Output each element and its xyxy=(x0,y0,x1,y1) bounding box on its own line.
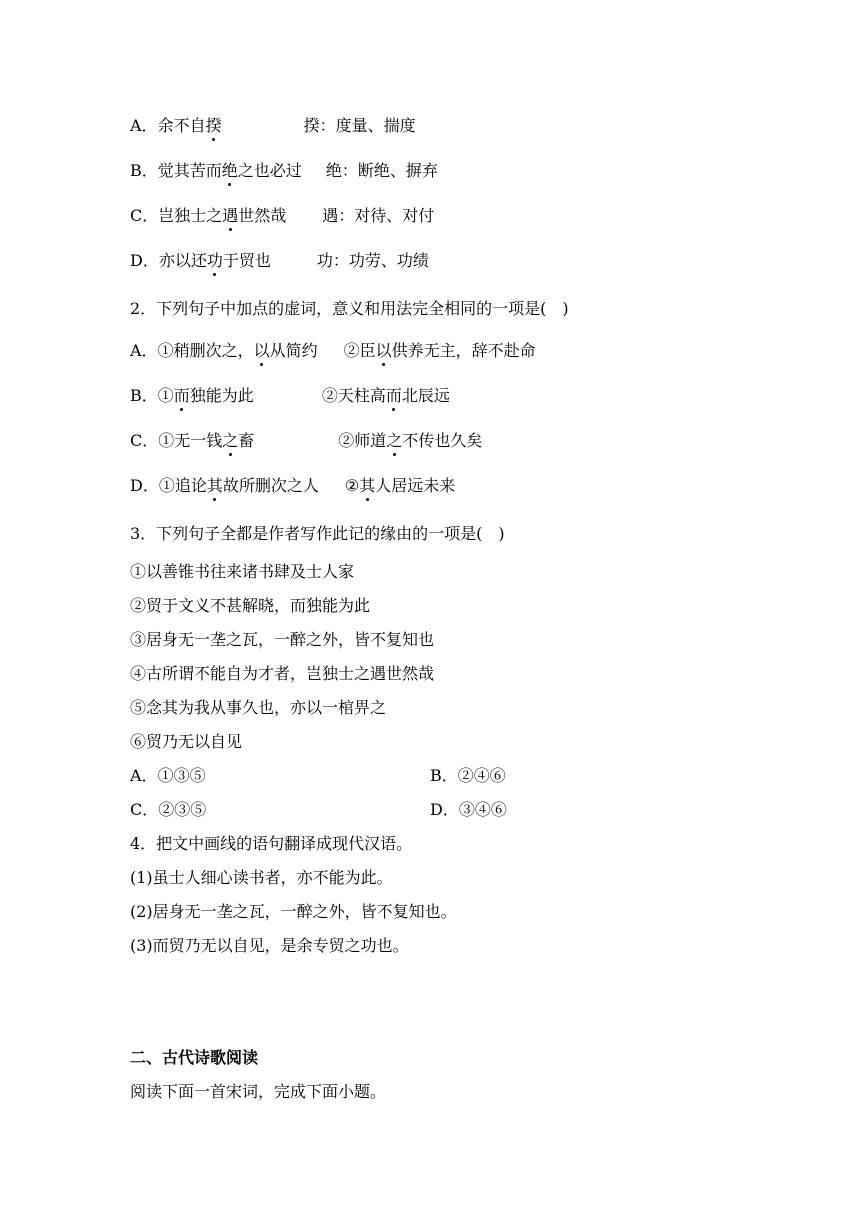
emphasis-dot-char: 而 xyxy=(385,386,402,405)
emphasis-dot-char: 而 xyxy=(173,386,190,405)
q3-item: ⑤念其为我从事久也，亦以一棺畀之 xyxy=(130,698,387,717)
emphasis-dot-char: 遇 xyxy=(222,206,239,225)
q1-option-b: B．觉其苦而绝之也必过 绝：断绝、摒弃 xyxy=(130,161,438,180)
q2-option-d: D．①追论其故所删次之人 ②其人居远未来 xyxy=(130,476,456,495)
emphasis-dot-char: 之 xyxy=(386,431,403,450)
emphasis-dot-char: 其 xyxy=(359,476,376,495)
q3-item: ②贸于文义不甚解晓，而独能为此 xyxy=(130,596,371,615)
emphasis-dot-char: 之 xyxy=(222,431,239,450)
q3-item: ⑥贸乃无以自见 xyxy=(130,732,243,751)
q4-stem: 4．把文中画线的语句翻译成现代汉语。 xyxy=(130,834,413,853)
q2-stem: 2．下列句子中加点的虚词，意义和用法完全相同的一项是( ) xyxy=(130,299,569,318)
q3-item: ①以善锥书往来诸书肆及士人家 xyxy=(130,562,355,581)
q3-item: ③居身无一垄之瓦，一醉之外，皆不复知也 xyxy=(130,630,435,649)
emphasis-dot-char: 揆 xyxy=(205,116,222,135)
emphasis-dot-char: 功 xyxy=(206,251,223,270)
q2-option-b: B．①而独能为此 ②天柱高而北辰远 xyxy=(130,386,450,405)
section-heading: 二、古代诗歌阅读 xyxy=(130,1048,259,1067)
q4-item: (2)居身无一垄之瓦，一醉之外，皆不复知也。 xyxy=(130,902,457,921)
emphasis-dot-char: 以 xyxy=(375,341,392,360)
emphasis-dot-char: 绝 xyxy=(221,161,238,180)
q4-item: (1)虽士人细心读书者，亦不能为此。 xyxy=(130,868,393,887)
q3-option-d: D．③④⑥ xyxy=(430,800,507,819)
q1-option-c: C．岂独士之遇世然哉 遇：对待、对付 xyxy=(130,206,435,225)
section-intro: 阅读下面一首宋词，完成下面小题。 xyxy=(130,1082,387,1101)
q2-option-c: C．①无一钱之畜 ②师道之不传也久矣 xyxy=(130,431,483,450)
emphasis-dot-char: 其 xyxy=(206,476,223,495)
q3-item: ④古所谓不能自为才者，岂独士之遇世然哉 xyxy=(130,664,435,683)
q3-option-a: A．①③⑤ xyxy=(130,766,206,785)
q1-option-a: A．余不自揆 揆：度量、揣度 xyxy=(130,116,416,135)
q3-option-b: B．②④⑥ xyxy=(430,766,506,785)
q3-option-c: C．②③⑤ xyxy=(130,800,207,819)
q3-stem: 3．下列句子全都是作者写作此记的缘由的一项是( ) xyxy=(130,524,505,543)
emphasis-dot-char: 以 xyxy=(253,341,270,360)
q1-option-d: D．亦以还功于贸也 功：功劳、功绩 xyxy=(130,251,429,270)
q4-item: (3)而贸乃无以自见，是余专贸之功也。 xyxy=(130,936,409,955)
q2-option-a: A．①稍删次之，以从简约 ②臣以供养无主，辞不赴命 xyxy=(130,341,536,360)
